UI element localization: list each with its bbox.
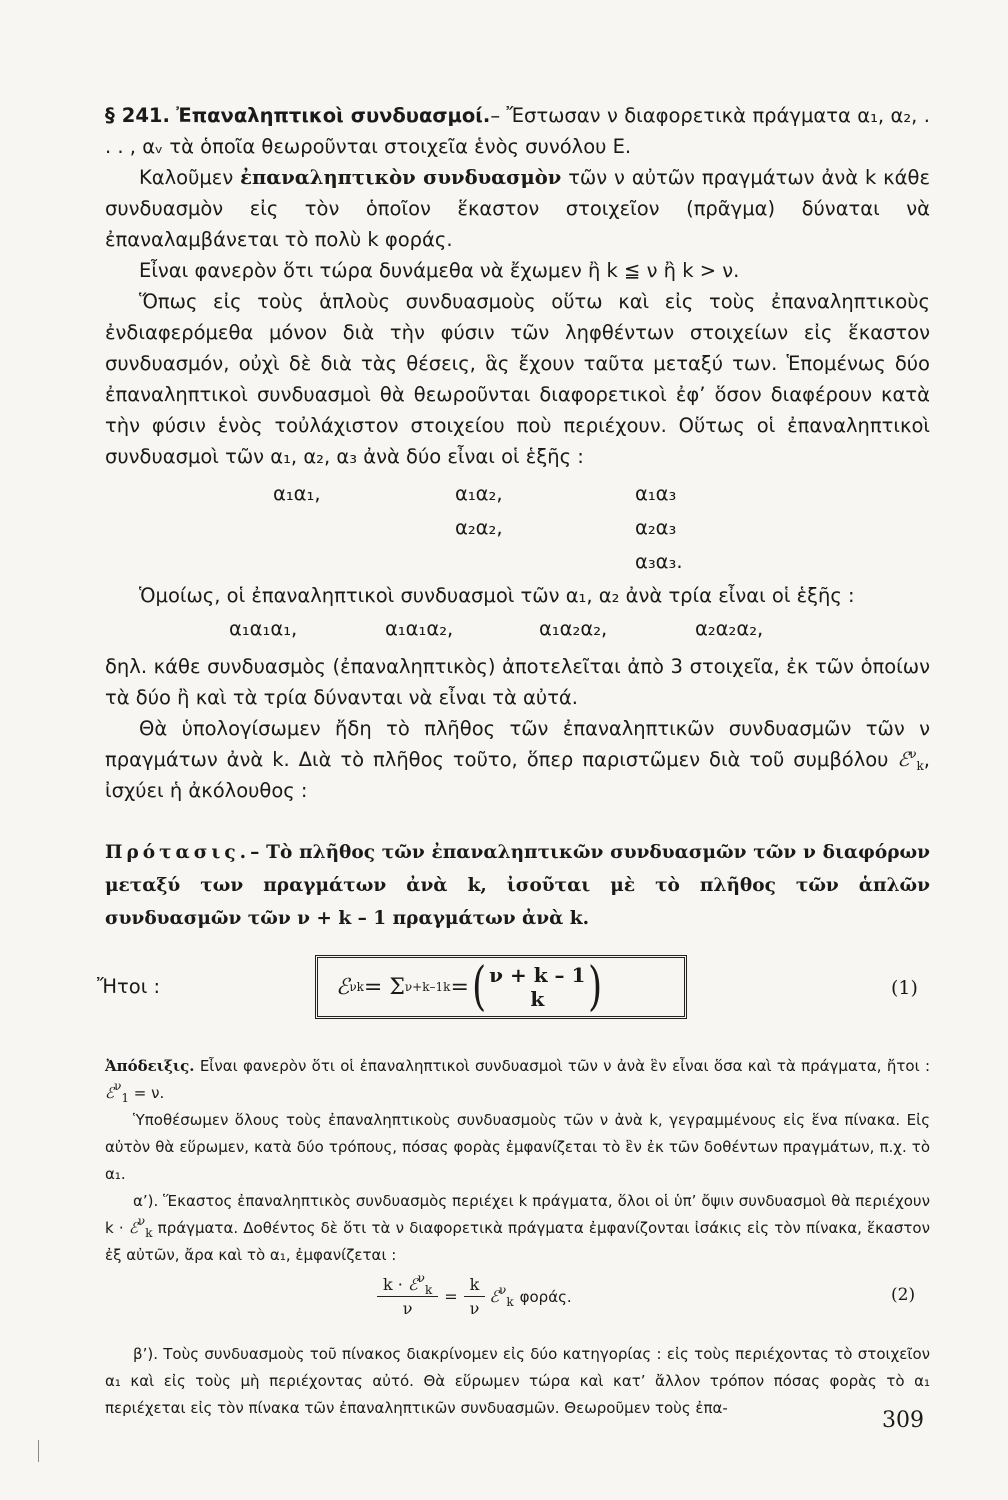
symbol-sup: ν <box>417 1271 425 1285</box>
symbol-e-nk <box>897 748 923 771</box>
proof-text-3b: πράγματα. Δοθέντος δὲ ὅτι τὰ ν διαφορετικὰ πράγματα ἐμφανίζονται ἰσάκις εἰς τὸν πίνακα, ἕκαστον ἐξ αὐτῶν, ἄρα καὶ τὸ α₁, ἐμφανίζεται : <box>105 1219 930 1264</box>
pair-item: α₁α₁, <box>273 482 321 505</box>
pair-item: α₁α₂, <box>455 482 503 505</box>
symbol-sub-one: 1 <box>121 1091 130 1105</box>
symbol-sub: k <box>916 759 924 773</box>
page-number: 309 <box>882 1408 924 1433</box>
symbol-e-nk <box>128 1214 153 1240</box>
heading-dash: – <box>490 104 501 127</box>
proof-paragraph-1 <box>105 1053 930 1107</box>
proof-paragraph-2: Ὑποθέσωμεν ὅλους τοὺς ἐπαναληπτικοὺς συνδυασμοὺς τῶν ν ἀνὰ k, γεγραμμένους εἰς ἕνα πίνακα. Εἰς αὐτὸν θὰ εὕρωμεν, κατὰ δύο τρόπους, πόσας φορὰς ἐμφανίζεται τὸ ἓν ἐκ τῶν δοθέντων πραγμάτων, π.χ. τὸ α₁. <box>105 1111 930 1183</box>
symbol-sub: k <box>506 1295 514 1309</box>
symbol-sup: ν <box>137 1214 146 1228</box>
formula-2 <box>377 1271 572 1318</box>
script-e: ℰ <box>897 748 910 771</box>
compute-text-end: , ἰσχύει ἡ ἀκόλουθος : <box>105 748 930 802</box>
triples-grid <box>105 611 930 651</box>
times-word: φοράς. <box>519 1287 572 1306</box>
definition-text-b: τῶν ν αὐτῶν πραγμάτων ἀνὰ k κάθε συνδυασμὸν εἰς τὸν ὁποῖον ἕκαστον στοιχεῖον (πρᾶγμα) δύναται νὰ ἐπαναλαμβάνεται τὸ πολὺ k φοράς. <box>105 166 930 251</box>
binom-equals: = <box>450 974 469 1000</box>
proof-text-1: Εἶναι φανερὸν ὅτι οἱ ἐπαναληπτικοὶ συνδυασμοὶ τῶν ν ἀνὰ ἓν εἶναι ὅσα καὶ τὰ πράγματα, ἤτοι : <box>194 1057 930 1075</box>
formula-2-row <box>105 1269 930 1341</box>
proposition-text: Τὸ πλῆθος τῶν ἐπαναληπτικῶν συνδυασμῶν τῶν ν διαφόρων μεταξύ των πραγμάτων ἀνὰ k, ἰσοῦται μὲ τὸ πλῆθος τῶν ἁπλῶν συνδυασμῶν τῶν ν + k – 1 πραγμάτων ἀνὰ k. <box>105 842 930 929</box>
pair-item: α₁α₃ <box>635 482 677 505</box>
proposition <box>105 836 930 935</box>
similar-paragraph: Ὁμοίως, οἱ ἐπαναληπτικοὶ συνδυασμοὶ τῶν α₁, α₂ ἀνὰ τρία εἶναι οἱ ἑξῆς : <box>139 584 855 607</box>
formula-1-box: ℰ ν k = Σ ν+k–1 k = ( ν + k – 1 k ) <box>315 955 687 1019</box>
script-e: ℰ <box>336 974 350 1000</box>
symbol-sub: k <box>145 1226 153 1240</box>
proof-paragraph-4: β’). Τοὺς συνδυασμοὺς τοῦ πίνακος διακρίνομεν εἰς δύο κατηγορίας : εἰς τοὺς περιέχοντας τὸ στοιχεῖον α₁ καὶ εἰς τοὺς μὴ περιέχοντας αὐτό. Θὰ εὕρωμεν τώρα καὶ κατ’ ἄλλον τρόπον πόσας φορὰς τὸ α₁ περιέχεται εἰς τὸν πίνακα τῶν ἐπαναληπτικῶν συνδυασμῶν. Θεωροῦμεν τοὺς ἐπα- <box>105 1345 930 1417</box>
formula-1-label: (1) <box>891 977 918 999</box>
pair-item: α₂α₂, <box>455 516 503 539</box>
formula-2-label: (2) <box>891 1285 916 1305</box>
fraction-1 <box>377 1271 438 1318</box>
margin-mark <box>38 1440 39 1462</box>
script-e: ℰ <box>489 1287 500 1306</box>
triple-item: α₁α₁α₂, <box>385 617 454 640</box>
num-k-dot: k · <box>383 1275 408 1294</box>
fraction-1-num <box>377 1271 438 1297</box>
fraction-2-num: k <box>464 1275 486 1297</box>
proposition-label: Πρότασις. <box>105 842 251 863</box>
left-paren: ( <box>471 957 487 1017</box>
proof-eq-1: = ν. <box>129 1084 165 1102</box>
fraction-2 <box>464 1275 486 1318</box>
section-intro <box>105 100 930 162</box>
triple-item: α₁α₂α₂, <box>539 617 608 640</box>
symbol-e-n1 <box>105 1079 130 1105</box>
page-body <box>97 100 930 1422</box>
proposition-dash: – <box>250 842 260 863</box>
equals: = <box>444 1287 458 1306</box>
proof-label: Ἀπόδειξις. <box>105 1057 195 1075</box>
fraction-1-den: ν <box>402 1299 413 1318</box>
script-e: ℰ <box>407 1275 418 1294</box>
fraction-2-den: ν <box>469 1299 480 1318</box>
ētoi-prefix: Ἤτοι : <box>97 975 161 998</box>
namely-paragraph: δηλ. κάθε συνδυασμὸς (ἐπαναληπτικὸς) ἀποτελεῖται ἀπὸ 3 στοιχεῖα, ἐκ τῶν ὁποίων τὰ δύο ἢ καὶ τὰ τρία δύνανται νὰ εἶναι τὰ αὐτά. <box>105 655 930 709</box>
symbol-e-nk <box>485 1283 514 1309</box>
pairs-grid <box>105 472 930 580</box>
binom-top: ν + k – 1 <box>489 963 586 987</box>
pair-item: α₃α₃. <box>635 550 683 573</box>
right-paren: ) <box>588 957 603 1017</box>
triple-item: α₂α₂α₂, <box>695 617 764 640</box>
explanation-paragraph: Ὅπως εἰς τοὺς ἁπλοὺς συνδυασμοὺς οὕτω καὶ εἰς τοὺς ἐπαναληπτικοὺς ἐνδιαφερόμεθα μόνον διὰ τὴν φύσιν τῶν ληφθέντων στοιχείων εἰς ἕκαστον συνδυασμόν, οὐχὶ δὲ διὰ τὰς θέσεις, ἃς ἔχουν ταῦτα μεταξύ των. Ἑπομένως δύο ἐπαναληπτικοὶ συνδυασμοὶ θὰ θεωροῦνται διαφορετικοὶ ἐφ’ ὅσον διαφέρουν κατὰ τὴν φύσιν ἑνὸς τοὐλάχιστον στοιχείου ποὺ περιέχουν. Οὕτως οἱ ἐπαναληπτικοὶ συνδυασμοὶ τῶν α₁, α₂, α₃ ἀνὰ δύο εἶναι οἱ ἑξῆς : <box>105 290 930 468</box>
intro-text: Ἔστωσαν ν διαφορετικὰ πράγματα α₁, α₂, . . . , αᵥ τὰ ὁποῖα θεωροῦνται στοιχεῖα ἑνὸς συνόλου Ε. <box>105 104 930 158</box>
symbol-sub: k <box>424 1283 433 1297</box>
symbol-sup: ν <box>499 1283 507 1297</box>
script-e: ℰ <box>128 1219 138 1237</box>
section-title: Ἐπαναληπτικοὶ συνδυασμοί. <box>176 104 491 127</box>
binom-bottom: k <box>530 987 545 1011</box>
binomial <box>489 963 585 1011</box>
pair-item: α₂α₃ <box>635 516 677 539</box>
symbol-sup: ν <box>909 747 917 761</box>
compute-text: Θὰ ὑπολογίσωμεν ἤδη τὸ πλῆθος τῶν ἐπαναληπτικῶν συνδυασμῶν τῶν ν πραγμάτων ἀνὰ k. Διὰ τὸ πλῆθος τοῦτο, ὅπερ παριστῶμεν διὰ τοῦ συμβόλου <box>105 717 930 771</box>
formula-1-row <box>97 953 930 1049</box>
sigma-equals: = Σ <box>363 974 405 1000</box>
symbol-sup: ν <box>114 1079 122 1093</box>
definition-term: ἐπαναληπτικὸν συνδυασμὸν <box>240 166 562 189</box>
compute-paragraph <box>105 713 930 806</box>
section-number: § 241. <box>105 104 170 127</box>
definition-paragraph <box>105 162 930 255</box>
proof-text-3a: α’). Ἕκαστος ἐπαναληπτικὸς συνδυασμὸς περιέχει k πράγματα, ὅλοι οἱ ὑπ’ ὄψιν συνδυασμοὶ θὰ περιέχουν k · <box>105 1192 930 1237</box>
observation-paragraph: Εἶναι φανερὸν ὅτι τώρα δυνάμεθα νὰ ἔχωμεν ἢ k ≦ ν ἢ k > ν. <box>139 259 740 282</box>
script-e: ℰ <box>105 1084 115 1102</box>
definition-text-a: Καλοῦμεν <box>139 166 241 189</box>
triple-item: α₁α₁α₁, <box>229 617 298 640</box>
proof-paragraph-3 <box>105 1188 930 1269</box>
